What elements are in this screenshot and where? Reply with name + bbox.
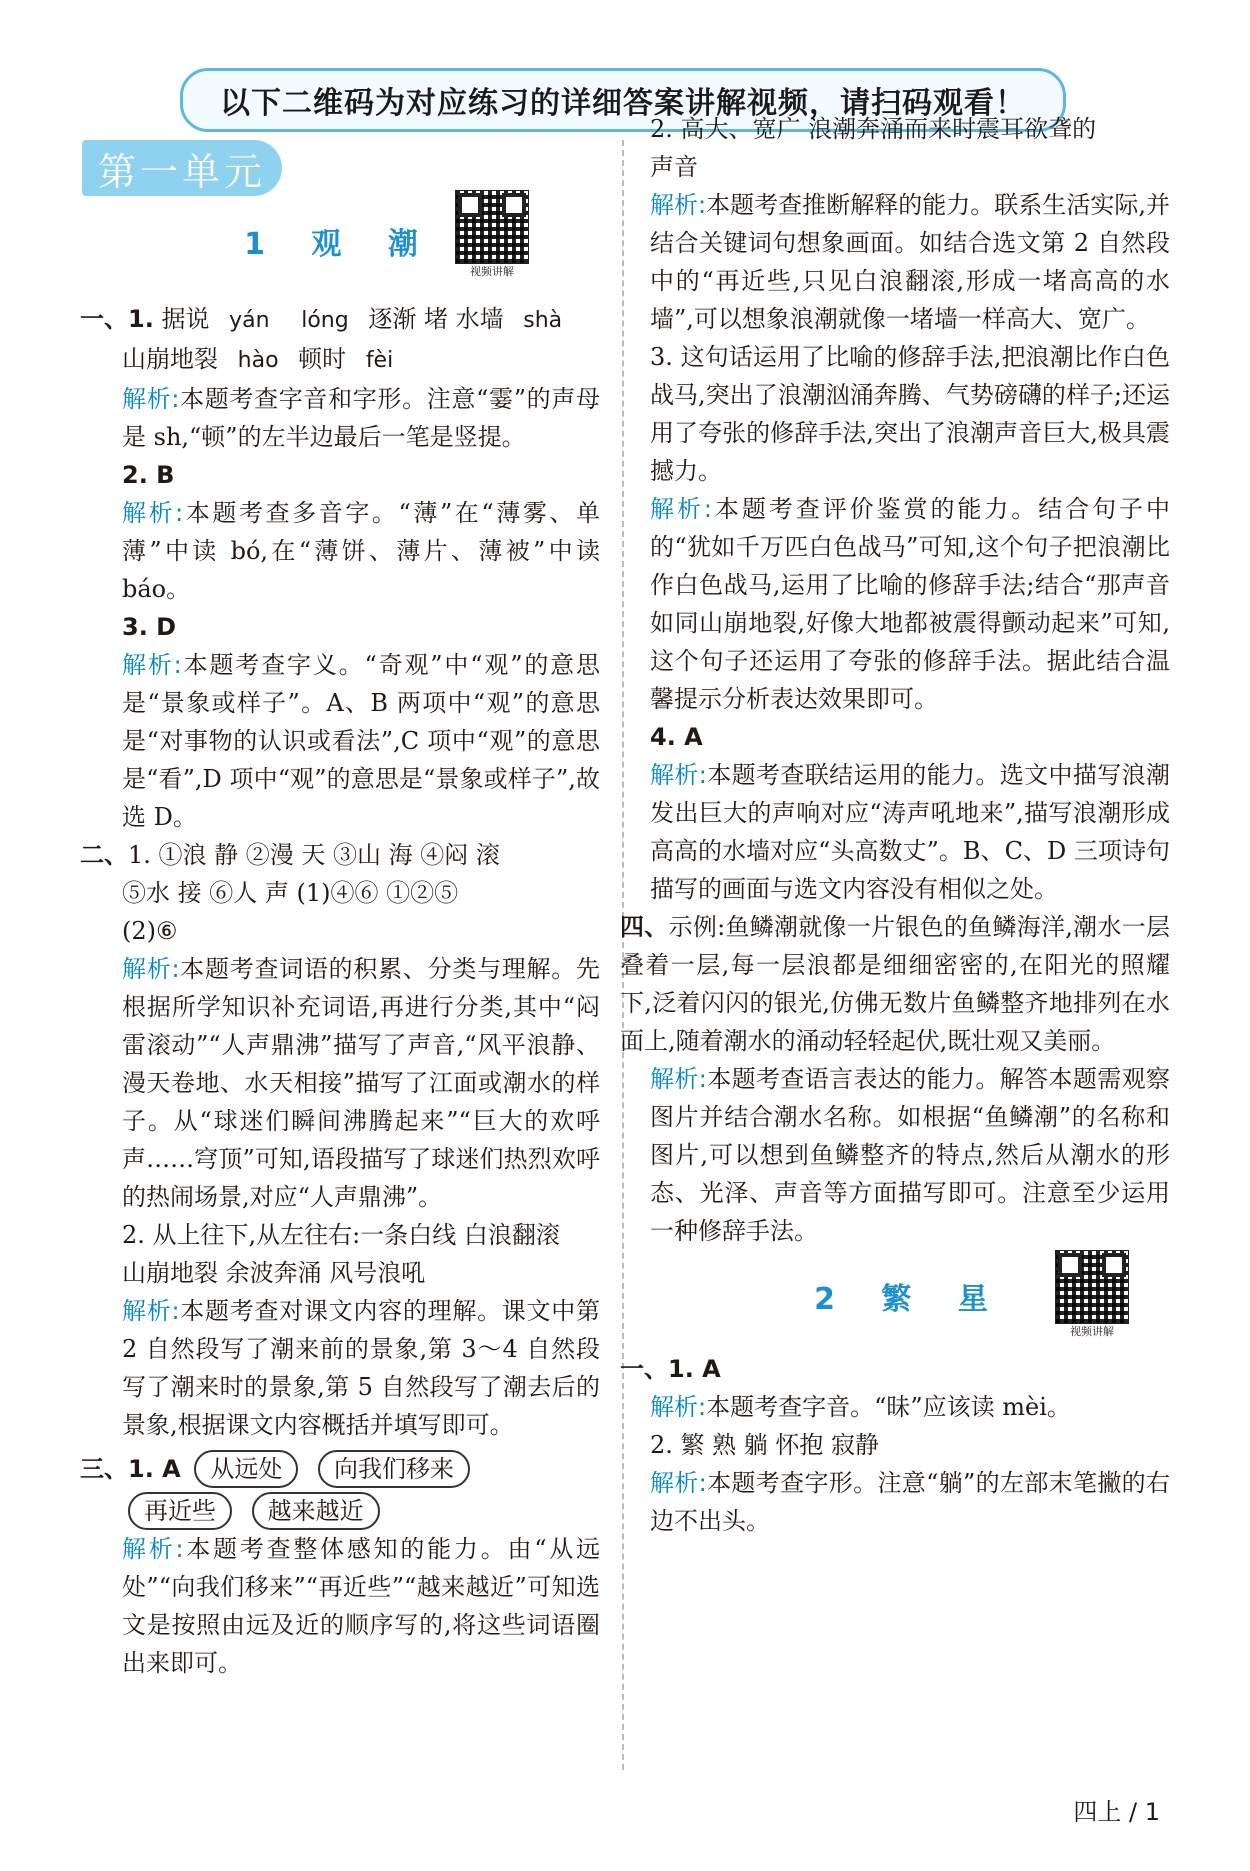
- analysis-text: 本题考查评价鉴赏的能力。结合句子中的“犹如千万匹白色战马”可知,这个句子把浪潮比作白色战马,运用了比喻的修辞手法;结合“那声音如同山崩地裂,好像大地都被震得颤动起来”可知,这个句子还运用了夸张的修辞手法。据此结合温馨提示分析表达效果即可。: [650, 495, 1171, 713]
- analysis-tag: 解析:: [650, 1469, 707, 1497]
- l2-analysis-2: [650, 1464, 1170, 1540]
- q2-1-line2: ⑤水 接 ⑥人 声 (1)④⑥ ①②⑤: [122, 879, 459, 907]
- analysis-2-2: [80, 1292, 600, 1444]
- analysis-tag: 解析:: [650, 495, 712, 523]
- analysis-1-3: [80, 646, 600, 836]
- analysis-1-2: [80, 494, 600, 608]
- lesson-1-header: [80, 190, 600, 300]
- q3-3: 3. 这句话运用了比喻的修辞手法,把浪潮比作白色战马,突出了浪潮汹涌奔腾、气势磅礴的样子;还运用了夸张的修辞手法,突出了浪潮声音巨大,极具震撼力。: [650, 343, 1170, 485]
- analysis-text: 本题考查字音和字形。注意“霎”的声母是 sh,“顿”的左半边最后一笔是竖提。: [122, 385, 600, 451]
- circled-word: 越来越近: [252, 1492, 380, 1530]
- analysis-tag: 解析:: [122, 651, 182, 679]
- answer-text: 示例:鱼鳞潮就像一片银色的鱼鳞海洋,潮水一层叠着一层,每一层浪都是细细密密的,在阳光的照耀下,泛着闪闪的银光,仿佛无数片鱼鳞整齐地排列在水面上,随着潮水的涌动轻轻起伏,既壮观又美丽。: [620, 913, 1170, 1055]
- lesson-2-qr[interactable]: [1054, 1250, 1130, 1340]
- q2-2-line2: 山崩地裂 余波奔涌 风号浪吼: [122, 1259, 426, 1287]
- analysis-tag: 解析:: [650, 1393, 707, 1421]
- answer-text: 1. A: [128, 1455, 181, 1483]
- answer-text: 山崩地裂: [122, 345, 218, 373]
- answer-text: 顿时: [298, 345, 347, 373]
- section-4-label: 四、: [620, 913, 669, 941]
- analysis-tag: 解析:: [650, 1065, 707, 1093]
- analysis-text: 本题考查推断解释的能力。联系生活实际,并结合关键词句想象画面。如结合选文第 2 自然段中的“再近些,只见白浪翻滚,形成一堵高高的水墙”,可以想象浪潮就像一堵墙一样高大、宽广。: [650, 191, 1170, 333]
- q4: [620, 908, 1170, 1060]
- q3-2-line2: 声音: [650, 153, 698, 181]
- circled-word: 再近些: [128, 1492, 232, 1530]
- l2-analysis-1: [650, 1388, 1170, 1426]
- analysis-3-1: [80, 1530, 600, 1682]
- analysis-3-3: [650, 490, 1170, 718]
- qr-code-icon: [1055, 1250, 1129, 1324]
- analysis-text: 本题考查字音。“昧”应该读 mèi。: [706, 1393, 1071, 1421]
- analysis-3-4: [650, 756, 1170, 908]
- q1-1-line2: [80, 340, 600, 380]
- q2-1-line3: (2)⑥: [122, 917, 178, 945]
- pinyin: hào: [237, 348, 279, 373]
- q1-1-line1: [80, 300, 600, 340]
- section-2-label: 二、: [80, 841, 128, 869]
- page-number: 四上 / 1: [1073, 1798, 1160, 1826]
- q-number: 1.: [128, 305, 154, 333]
- circled-word: 从远处: [194, 1450, 298, 1488]
- answer-text: 逐渐 堵 水墙: [368, 305, 504, 333]
- analysis-text: 本题考查对课文内容的理解。课文中第 2 自然段写了潮来前的景象,第 3～4 自然段写了潮来时的景象,第 5 自然段写了潮去后的景象,根据课文内容概括并填写即可。: [122, 1297, 601, 1439]
- q1-2: 2. B: [122, 461, 175, 489]
- section-3-label: 三、: [80, 1455, 128, 1483]
- qr-code-icon: [455, 190, 529, 264]
- q2-1-line1: [80, 836, 600, 874]
- left-column: [80, 130, 600, 1682]
- lesson-1-title: 1 观 潮: [244, 227, 436, 262]
- analysis-tag: 解析:: [122, 499, 184, 527]
- unit-title: 第一单元: [82, 140, 282, 196]
- qr-label: 视频讲解: [470, 265, 514, 278]
- analysis-text: 本题考查词语的积累、分类与理解。先根据所学知识补充词语,再进行分类,其中“闷雷滚动”“人声鼎沸”描写了声音,“风平浪静、漫天卷地、水天相接”描写了江面或潮水的样子。从“球迷们瞬间沸腾起来”“巨大的欢呼声……穹顶”可知,语段描写了球迷们热烈欢呼的热闹场景,对应“人声鼎沸”。: [122, 955, 601, 1211]
- q1-3: 3. D: [122, 613, 177, 641]
- answer-text: 1. ①浪 静 ②漫 天 ③山 海 ④闷 滚: [128, 841, 500, 869]
- analysis-3-2: [650, 186, 1170, 338]
- analysis-text: 本题考查语言表达的能力。解答本题需观察图片并结合潮水名称。如根据“鱼鳞潮”的名称和图片,可以想到鱼鳞整齐的特点,然后从潮水的形态、光泽、声音等方面描写即可。注意至少运用一种修辞手法。: [650, 1065, 1170, 1245]
- l2-q1: [620, 1350, 1170, 1388]
- pinyin: fèi: [365, 348, 394, 373]
- qr-notice-banner: 以下二维码为对应练习的详细答案讲解视频，请扫码观看！: [180, 68, 1066, 132]
- analysis-tag: 解析:: [650, 761, 707, 789]
- analysis-tag: 解析:: [122, 955, 180, 983]
- analysis-1-1: [80, 380, 600, 456]
- pinyin: shà: [523, 308, 563, 333]
- lesson-2-header: [650, 1250, 1170, 1350]
- analysis-tag: 解析:: [650, 191, 707, 219]
- answer-text: 1. A: [668, 1355, 721, 1383]
- analysis-tag: 解析:: [122, 385, 180, 413]
- section-1-label: 一、: [80, 305, 128, 333]
- circled-word: 向我们移来: [318, 1450, 470, 1488]
- q3-1-line1: [80, 1450, 600, 1488]
- pinyin: yán: [229, 308, 270, 333]
- analysis-text: 本题考查字义。“奇观”中“观”的意思是“景象或样子”。A、B 两项中“观”的意思是“对事物的认识或看法”,C 项中“观”的意思是“看”,D 项中“观”的意思是“景象或样子”,故选 D。: [122, 651, 601, 831]
- analysis-4: [650, 1060, 1170, 1250]
- q3-4: 4. A: [650, 723, 703, 751]
- q2-2-line1: 2. 从上往下,从左往右:一条白线 白浪翻滚: [122, 1221, 560, 1249]
- analysis-2-1: [80, 950, 600, 1216]
- analysis-tag: 解析:: [122, 1535, 184, 1563]
- pinyin: lóng: [301, 308, 349, 333]
- q3-2-line1: 2. 高大、宽广 浪潮奔涌而来时震耳欲聋的: [650, 115, 1097, 143]
- l2-q2: 2. 繁 熟 躺 怀抱 寂静: [650, 1431, 880, 1459]
- lesson-2-title: 2 繁 星: [814, 1282, 1006, 1317]
- lesson-1-qr[interactable]: [454, 190, 530, 280]
- right-column: [620, 110, 1171, 1540]
- analysis-text: 本题考查多音字。“薄”在“薄雾、单薄”中读 bó,在“薄饼、薄片、薄被”中读 báo。: [122, 499, 600, 603]
- qr-label: 视频讲解: [1070, 1325, 1114, 1338]
- analysis-text: 本题考查整体感知的能力。由“从远处”“向我们移来”“再近些”“越来越近”可知选文是按照由远及近的顺序写的,将这些词语圈出来即可。: [122, 1535, 600, 1677]
- analysis-text: 本题考查字形。注意“躺”的左部末笔撇的右边不出头。: [650, 1469, 1170, 1535]
- q3-1-line2: [80, 1492, 600, 1530]
- analysis-tag: 解析:: [122, 1297, 180, 1325]
- section-1-label: 一、: [620, 1355, 668, 1383]
- answer-text: 据说: [161, 305, 210, 333]
- analysis-text: 本题考查联结运用的能力。选文中描写浪潮发出巨大的声响对应“涛声吼地来”,描写浪潮形成高高的水墙对应“头高数丈”。B、C、D 三项诗句描写的画面与选文内容没有相似之处。: [650, 761, 1170, 903]
